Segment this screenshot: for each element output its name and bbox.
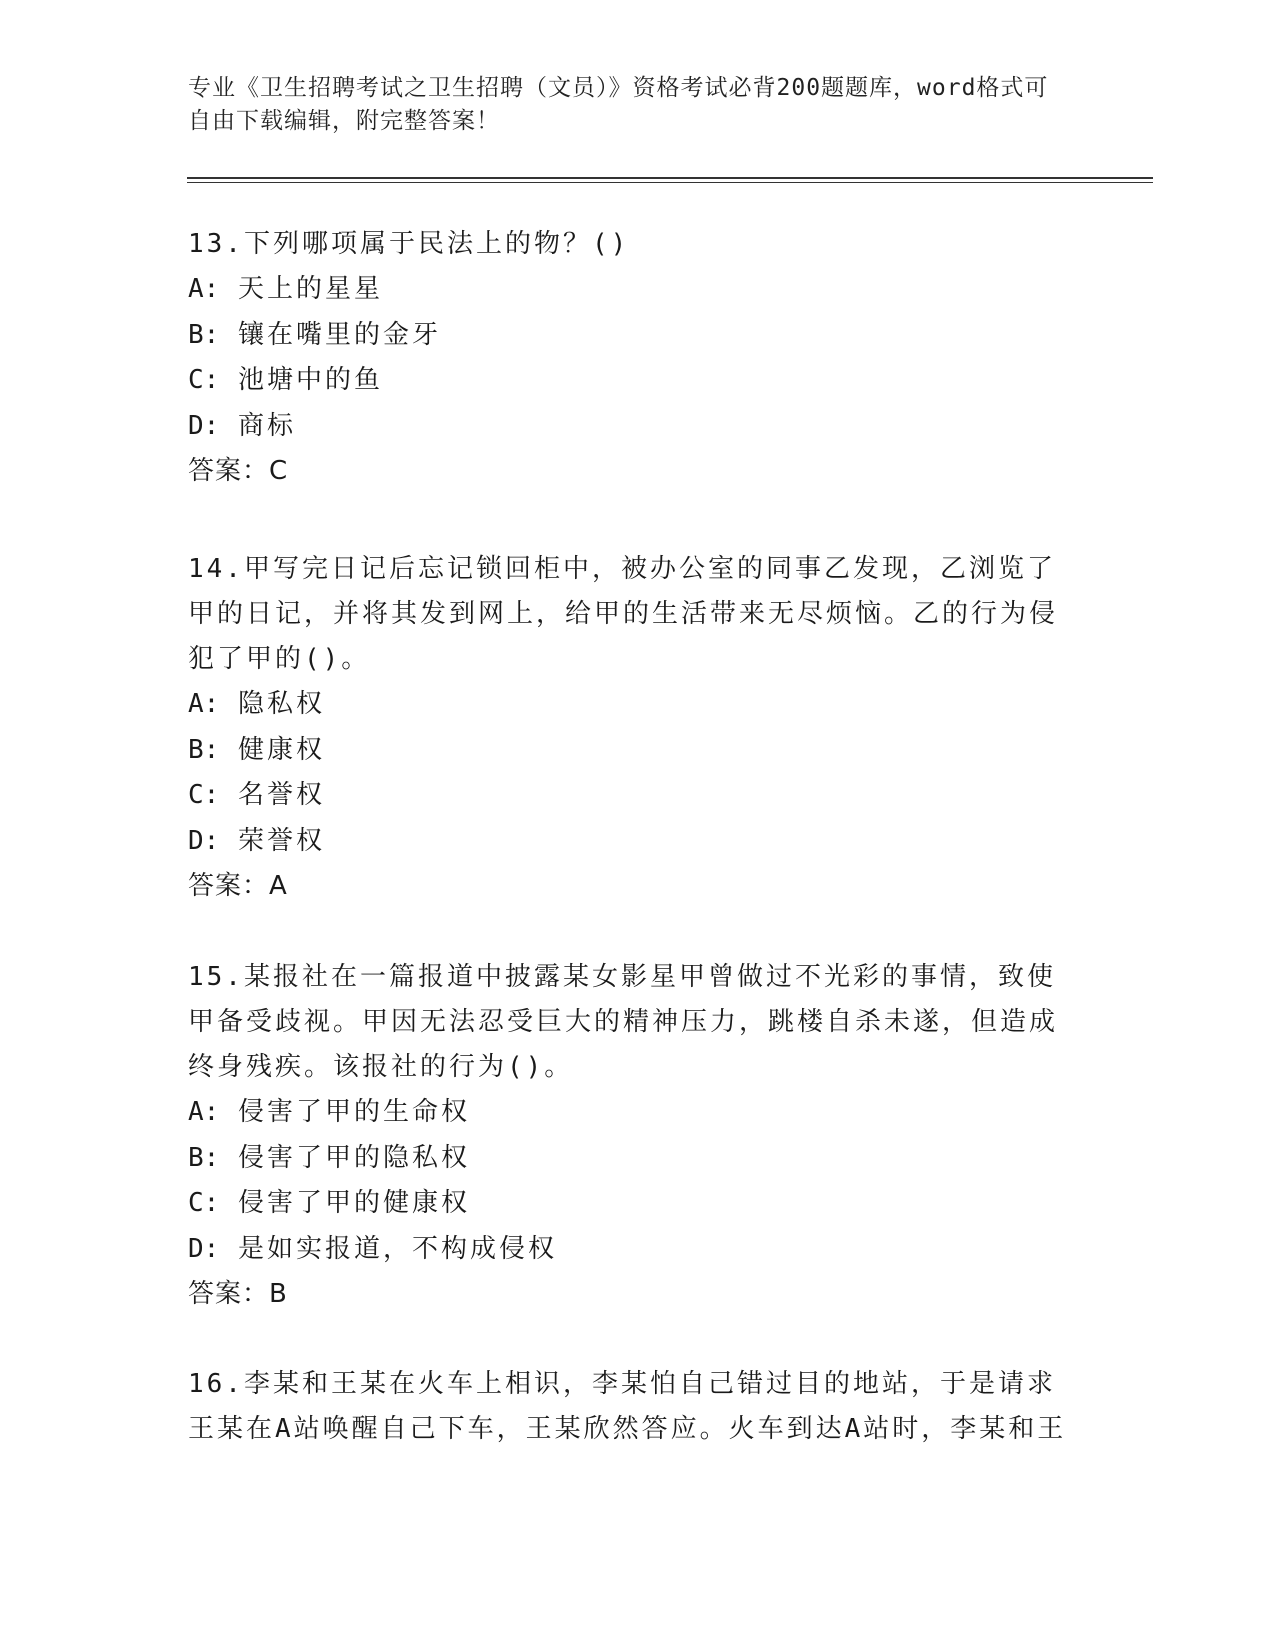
header-divider <box>187 177 1153 179</box>
option-d <box>188 404 1068 450</box>
option-letter: B: <box>188 1142 220 1173</box>
option-letter: A: <box>188 689 220 719</box>
option-b <box>188 728 1068 774</box>
option-d <box>188 819 1068 865</box>
option-letter: A: <box>188 274 220 304</box>
answer-line: 答案：A <box>188 871 288 901</box>
option-letter: C: <box>188 365 220 395</box>
option-text: 名誉权 <box>237 780 325 810</box>
option-text: 商标 <box>237 410 296 441</box>
option-letter: B: <box>188 319 220 350</box>
question-text: 15.某报社在一篇报道中披露某女影星甲曾做过不光彩的事情，致使甲备受歧视。甲因无法忍受巨大的精神压力，跳楼自杀未遂，但造成终身残疾。该报社的行为()。 <box>188 962 1059 1082</box>
option-text: 是如实报道，不构成侵权 <box>237 1233 557 1264</box>
option-a <box>188 1090 1068 1136</box>
question-text: 16.李某和王某在火车上相识，李某怕自己错过目的地站，于是请求王某在A站唤醒自己下车，王某欣然答应。火车到达A站时，李某和王 <box>188 1369 1067 1444</box>
option-b <box>188 1136 1068 1182</box>
option-text: 镶在嘴里的金牙 <box>237 319 441 350</box>
option-letter: C: <box>188 780 220 810</box>
option-letter: D: <box>188 825 220 856</box>
option-letter: D: <box>188 410 220 441</box>
option-text: 荣誉权 <box>237 825 325 856</box>
header-divider-thin <box>187 182 1153 183</box>
option-text: 健康权 <box>237 734 325 765</box>
option-a <box>188 267 1068 313</box>
option-text: 池塘中的鱼 <box>237 365 383 395</box>
header-title: 专业《卫生招聘考试之卫生招聘（文员）》资格考试必背200题题库，word格式可自由下载编辑，附完整答案！ <box>188 75 1049 134</box>
option-c <box>188 358 1068 404</box>
option-c <box>188 1181 1068 1227</box>
question-text: 13.下列哪项属于民法上的物？() <box>188 229 630 259</box>
question-16 <box>188 1362 1068 1452</box>
option-text: 侵害了甲的生命权 <box>237 1097 470 1127</box>
option-text: 侵害了甲的健康权 <box>237 1188 470 1218</box>
option-b <box>188 313 1068 359</box>
answer-line: 答案：C <box>188 456 289 486</box>
option-letter: A: <box>188 1097 220 1127</box>
option-letter: B: <box>188 734 220 765</box>
option-a <box>188 682 1068 728</box>
document-header <box>188 72 1068 138</box>
option-text: 隐私权 <box>237 689 325 719</box>
question-13 <box>188 222 1068 494</box>
question-14 <box>188 547 1068 909</box>
option-text: 侵害了甲的隐私权 <box>237 1142 470 1173</box>
answer-line: 答案：B <box>188 1279 288 1309</box>
option-d <box>188 1227 1068 1273</box>
option-letter: D: <box>188 1233 220 1264</box>
option-text: 天上的星星 <box>237 274 383 304</box>
option-letter: C: <box>188 1188 220 1218</box>
option-c <box>188 773 1068 819</box>
question-text: 14.甲写完日记后忘记锁回柜中，被办公室的同事乙发现，乙浏览了甲的日记，并将其发到网上，给甲的生活带来无尽烦恼。乙的行为侵犯了甲的()。 <box>188 554 1059 674</box>
question-15 <box>188 955 1068 1317</box>
